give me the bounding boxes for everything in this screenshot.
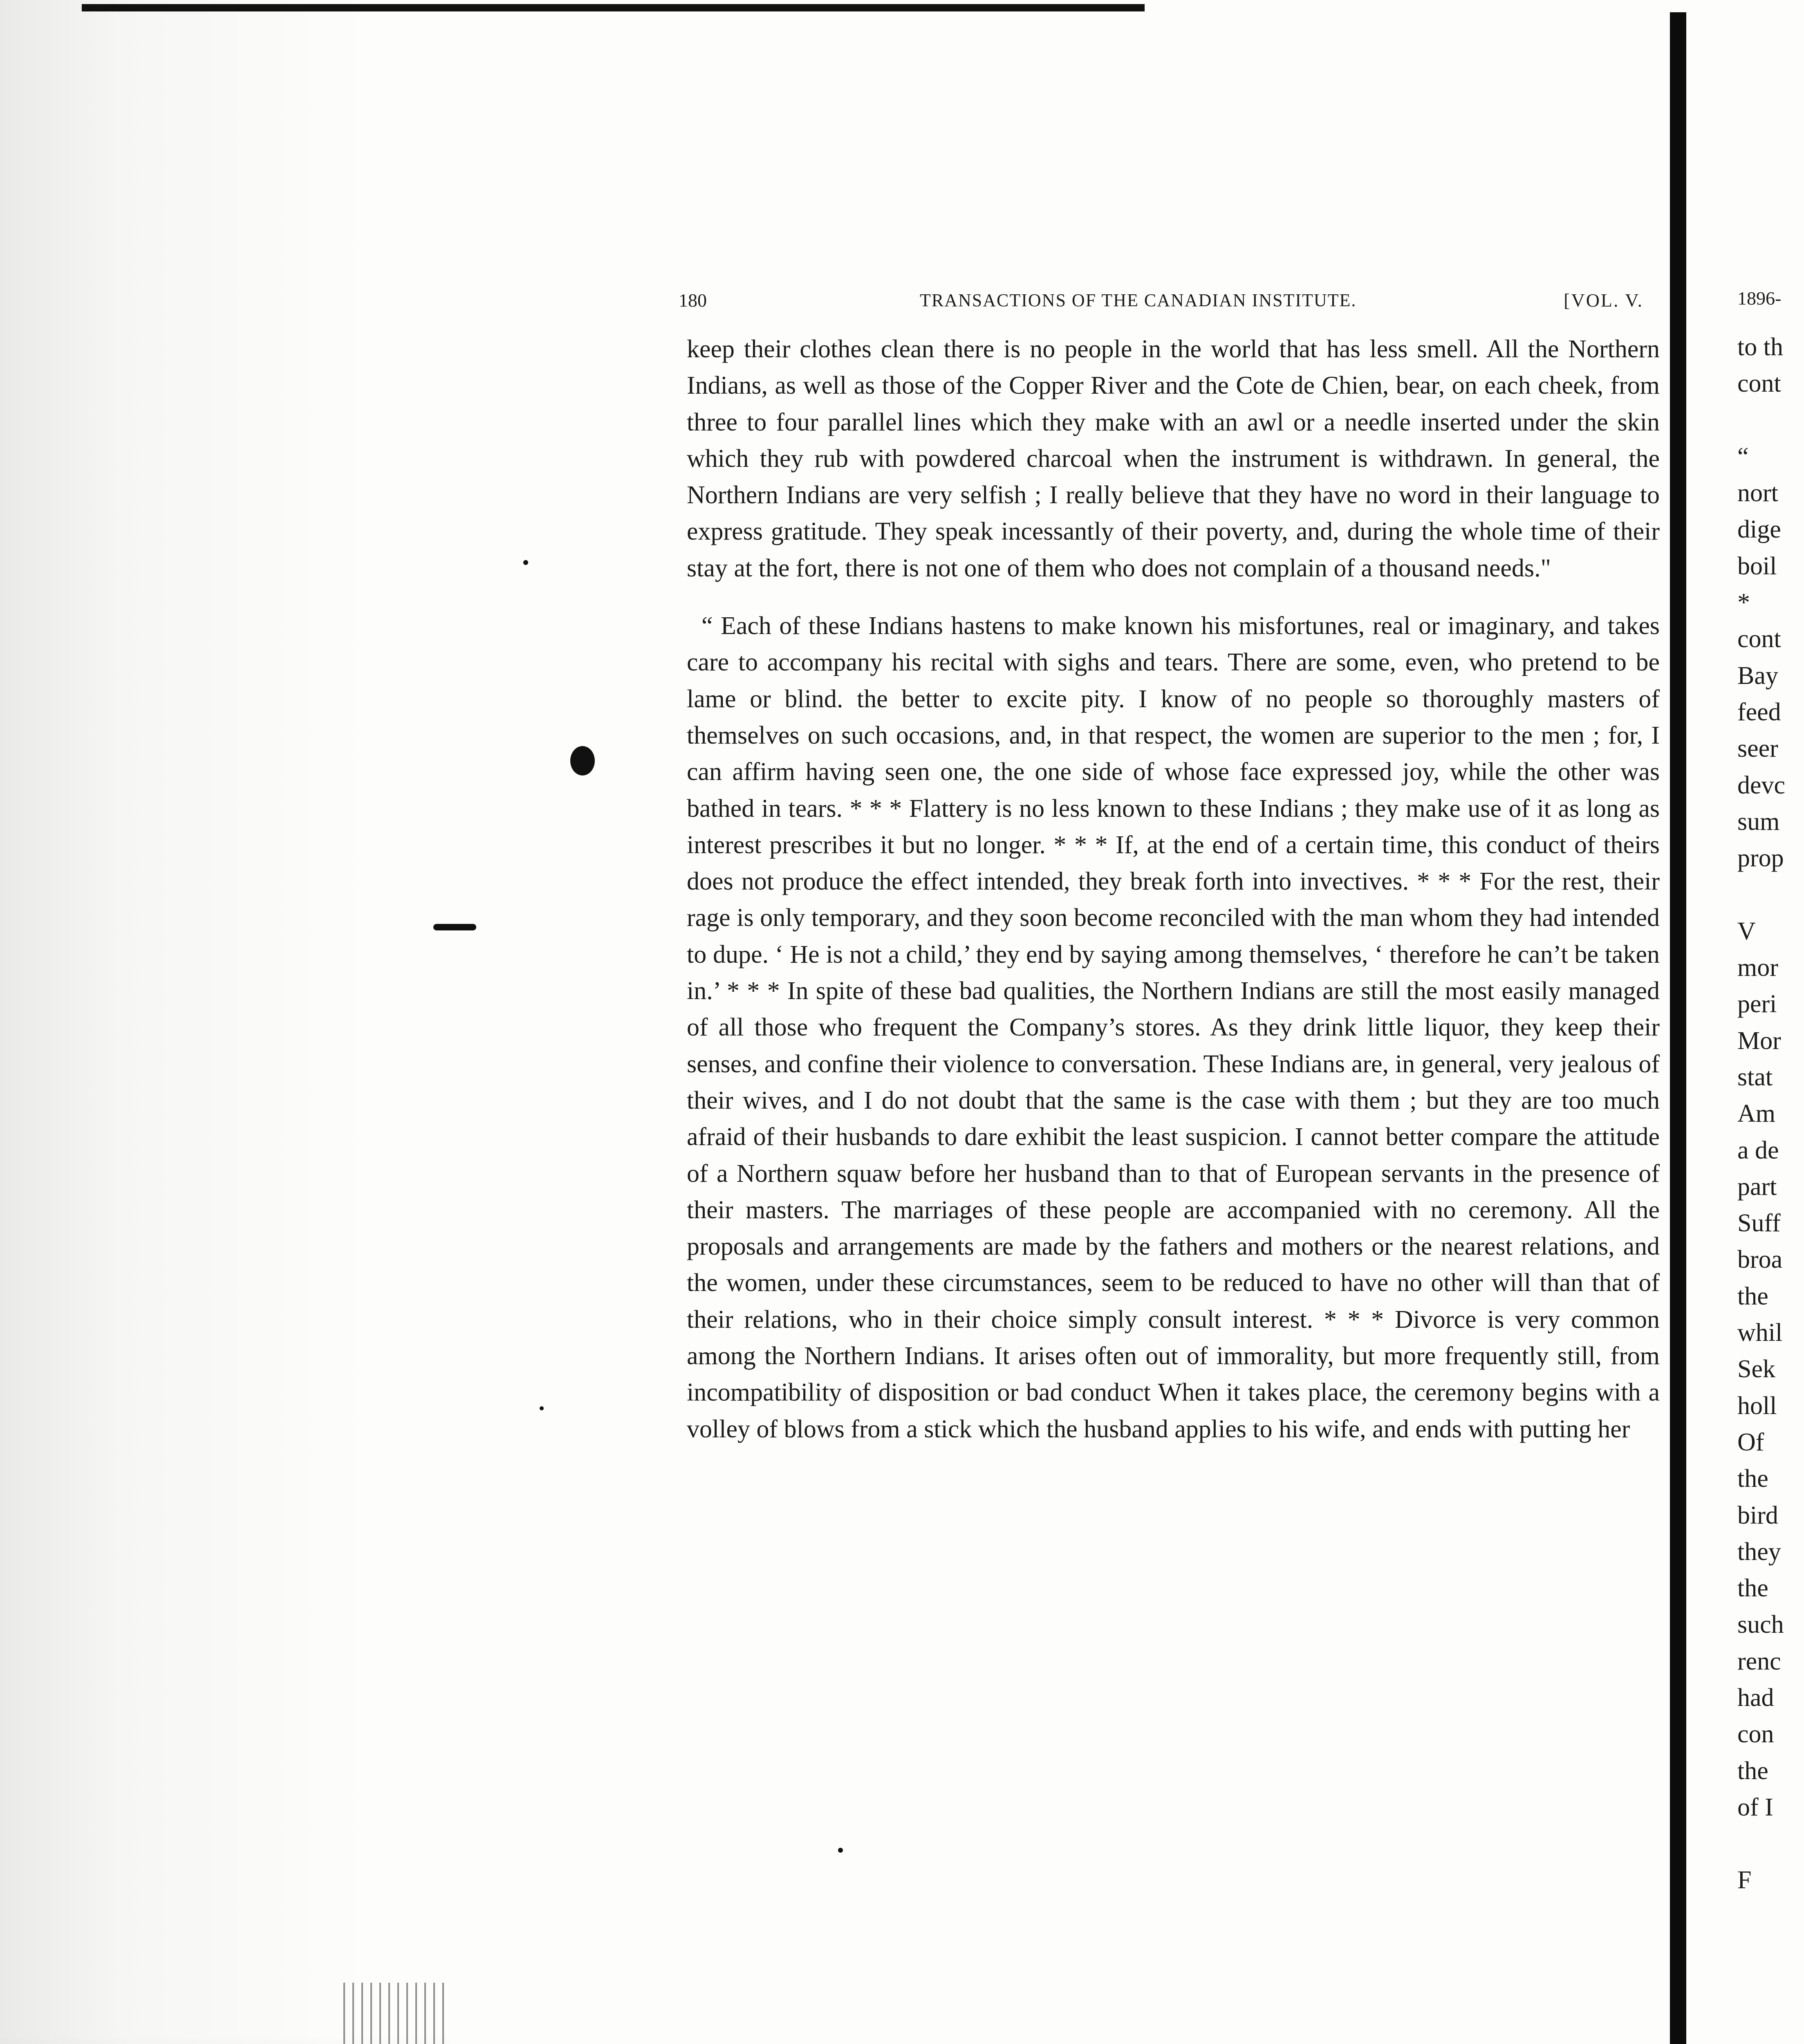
facing-page-line	[1737, 402, 1804, 439]
scan-shadow-left	[0, 0, 409, 2044]
ink-speck	[523, 560, 528, 565]
ink-mark	[433, 924, 476, 930]
page-number: 180	[679, 290, 707, 311]
facing-page-line: the	[1737, 1282, 1768, 1310]
paragraph: keep their clothes clean there is no people in the world that has less smell. All the Northern Indians, as well as those of the Copper River and the Cote de Chien, bear, on each cheek, from three to four parallel lines which they make with an awl or a needle inserted under the skin which they rub with powdered charcoal when the instrument is withdrawn. In general, the Northern Indians are very selfish ; I really believe that they have no word in their language to express gratitude. They speak incessantly of their poverty, and, during the whole time of their stay at the fort, there is not one of them who does not complain of a thousand needs."	[687, 335, 1660, 582]
facing-page-line: Mor	[1737, 1026, 1781, 1055]
facing-page-line: *	[1737, 589, 1750, 617]
facing-page-line: renc	[1737, 1647, 1781, 1675]
facing-page-lines	[1737, 329, 1804, 1899]
running-header	[679, 284, 1643, 317]
facing-page-line: a de	[1737, 1136, 1779, 1164]
journal-title: TRANSACTIONS OF THE CANADIAN INSTITUTE.	[920, 290, 1357, 310]
facing-page-line: to th	[1737, 333, 1783, 361]
facing-page-line: Of	[1737, 1428, 1764, 1456]
facing-page-line: nort	[1737, 479, 1778, 507]
facing-page-line: Sek	[1737, 1355, 1775, 1383]
facing-page-line: feed	[1737, 698, 1781, 726]
ink-speck	[838, 1848, 843, 1853]
facing-page-line	[1737, 1826, 1804, 1862]
facing-page-line: bird	[1737, 1501, 1778, 1529]
facing-page-line	[1737, 876, 1804, 913]
facing-page-line: peri	[1737, 990, 1777, 1018]
facing-page-line: F	[1737, 1866, 1752, 1894]
facing-page-line: Bay	[1737, 661, 1778, 690]
facing-page-line: Am	[1737, 1100, 1775, 1128]
facing-page-line: had	[1737, 1683, 1774, 1712]
facing-page-line: the	[1737, 1465, 1768, 1493]
paragraph: “ Each of these Indians hastens to make known his misfortunes, real or imaginary, and takes care to accompany his recital with sighs and tears. There are some, even, who pretend to be lame or blind. the better to excite pity. I know of no people so thoroughly masters of themselves on such occasions, and, in that respect, the women are superior to the men ; for, I can affirm having seen one, the one side of whose face expressed joy, while the other was bathed in tears. * * * Flattery is no less known to these Indians ; they make use of it as long as interest prescribes it but no longer. * * * If, at the end of a certain time, this conduct of theirs does not produce the effect intended, they break forth into invectives. * * * For the rest, their rage is only temporary, and they soon become reconciled with the man whom they had intended to dupe. ‘ He is not a child,’ they end by saying among themselves, ‘ therefore he can’t be taken in.’ * * * In spite of these bad qualities, the Northern Indians are still the most easily managed of all those who frequent the Company’s stores. As they drink little liquor, they keep their senses, and confine their violence to conversation. These Indians are, in general, very jealous of their wives, and I do not doubt that the same is the case with them ; but they are too much afraid of their husbands to dare exhibit the least suspicion. I cannot better compare the attitude of a Northern squaw before her husband than to that of European servants in the presence of their masters. The marriages of these people are accompanied with no ceremony. All the proposals and arrangements are made by the fathers and mothers or the nearest relations, and the women, under these circumstances, seem to be reduced to have no other will than that of their relations, who in their choice simply consult interest. * * * Divorce is very common among the Northern Indians. It arises often out of immorality, but more frequently still, from incompatibility of disposition or bad conduct When it takes place, the ceremony begins with a volley of blows from a stick which the husband applies to his wife, and ends with putting her	[687, 612, 1660, 1443]
facing-page-line: cont	[1737, 625, 1781, 653]
facing-page-fragment	[1737, 282, 1804, 1958]
facing-page-line: V	[1737, 917, 1756, 945]
facing-page-line: holl	[1737, 1392, 1777, 1420]
facing-page-line: of I	[1737, 1793, 1773, 1821]
facing-page-line: they	[1737, 1537, 1781, 1566]
volume-label: [VOL. V.	[1564, 290, 1643, 311]
facing-page-line: the	[1737, 1757, 1768, 1785]
facing-page-line: “	[1737, 442, 1749, 471]
facing-page-line: boil	[1737, 552, 1777, 580]
facing-page-line: cont	[1737, 370, 1781, 398]
facing-page-line: prop	[1737, 844, 1784, 872]
ink-speck	[540, 1406, 544, 1410]
facing-page-line: part	[1737, 1172, 1777, 1201]
scan-top-border	[82, 4, 1145, 11]
facing-page-line: broa	[1737, 1246, 1783, 1274]
facing-page-line: dige	[1737, 515, 1781, 544]
facing-page-header: 1896-	[1737, 288, 1782, 309]
facing-page-line: the	[1737, 1574, 1768, 1602]
facing-page-line: whil	[1737, 1319, 1783, 1347]
ink-blot	[570, 746, 595, 775]
scan-binding-lines	[343, 1983, 450, 2044]
facing-page-line: devc	[1737, 771, 1786, 799]
facing-page-line: such	[1737, 1611, 1784, 1639]
facing-page-line: sum	[1737, 807, 1780, 836]
facing-page-line: seer	[1737, 735, 1778, 763]
facing-page-line: stat	[1737, 1063, 1773, 1091]
facing-page-line: mor	[1737, 954, 1778, 982]
facing-page-line: con	[1737, 1720, 1774, 1748]
body-text	[687, 331, 1660, 1448]
scan-gutter-bar	[1670, 12, 1686, 2044]
facing-page-line: Suff	[1737, 1209, 1781, 1237]
